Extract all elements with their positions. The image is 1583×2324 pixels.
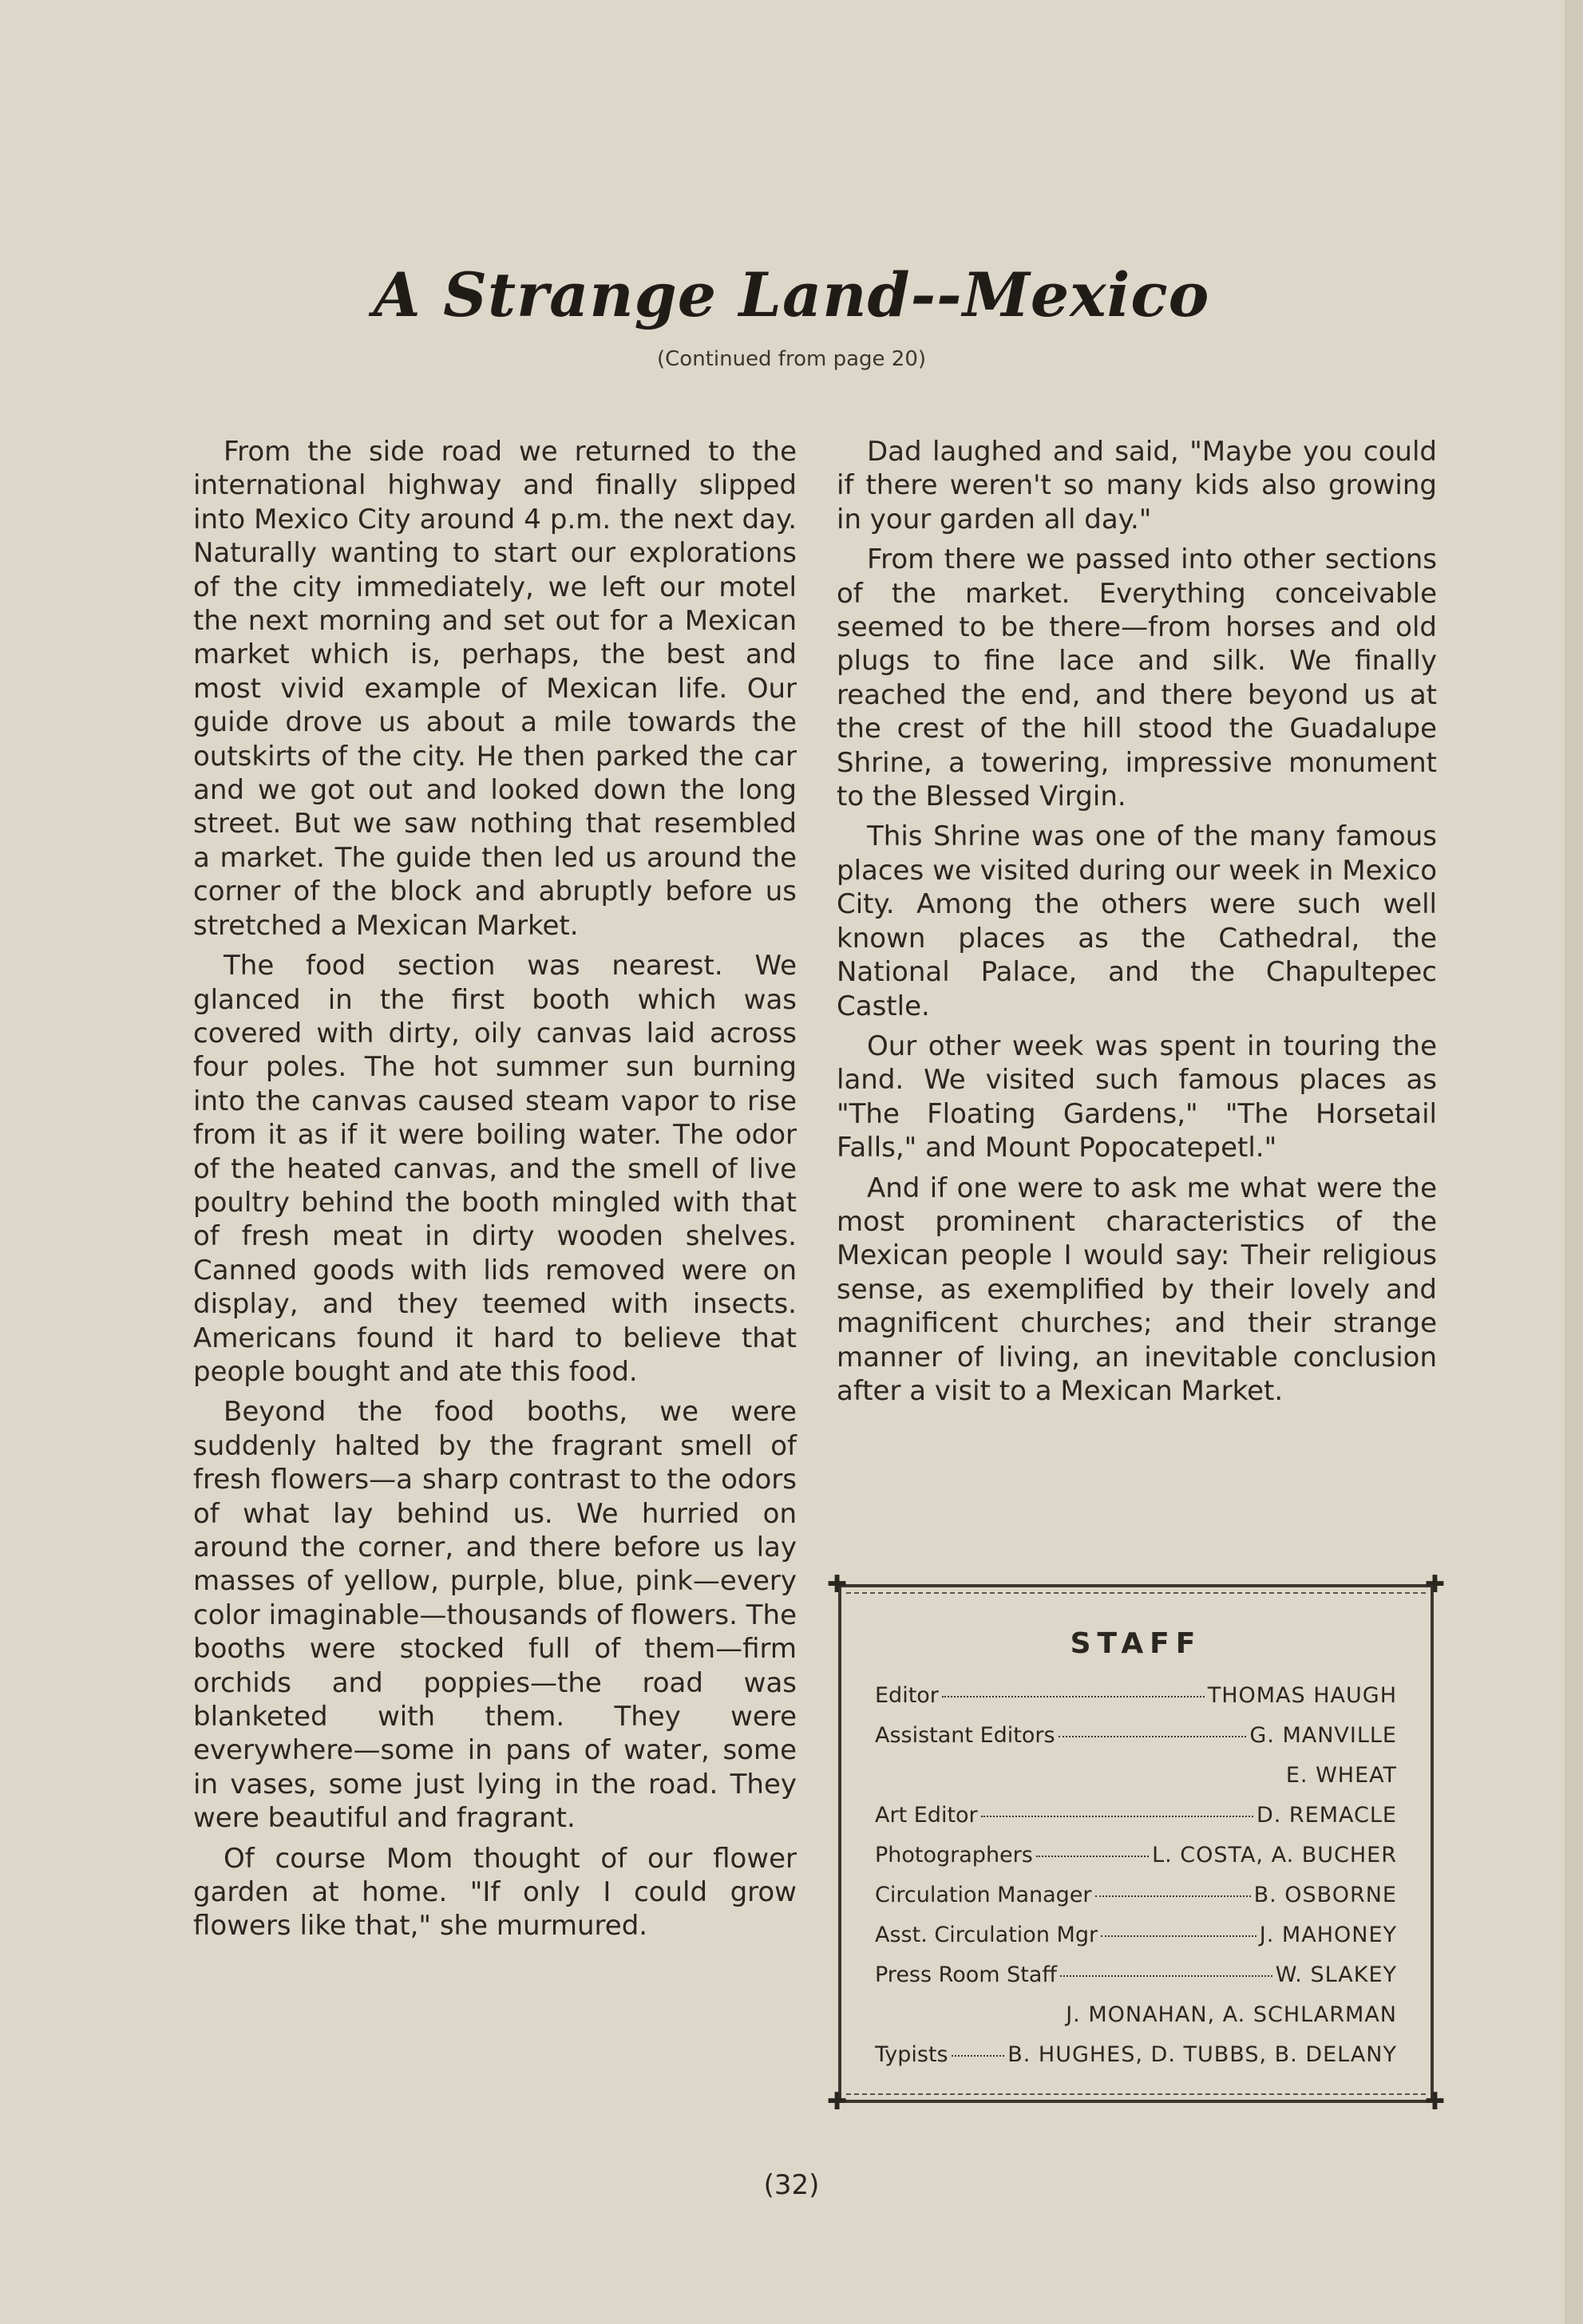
staff-row xyxy=(875,1962,1397,2002)
right-column xyxy=(837,435,1437,1414)
leader-dots xyxy=(952,2055,1005,2057)
corner-ornament-icon: ✚ xyxy=(1424,2088,1445,2116)
paragraph: Of course Mom thought of our flower garden at home. "If only I could grow flowers like that," she murmured. xyxy=(193,1842,797,1943)
staff-role: Photographers xyxy=(875,1843,1033,1868)
paragraph: Beyond the food booths, we were suddenly halted by the fragrant smell of fresh flowers—a sharp contrast to the odors of what lay behind us. We hurried on around the corner, and there before us lay masses of yellow, purple, blue, pink—every color imaginable—thousands of flowers. The booths were stocked full of them—firm orchids and poppies—the road was blanketed with them. They were everywhere—some in pans of water, some in vases, some just lying in the road. They were beautiful and fragrant. xyxy=(193,1396,797,1835)
staff-role: Typists xyxy=(875,2042,948,2067)
staff-name: B. OSBORNE xyxy=(1253,1883,1397,1907)
staff-row xyxy=(875,1883,1397,1923)
staff-name: B. HUGHES, D. TUBBS, B. DELANY xyxy=(1007,2042,1397,2067)
leader-dots xyxy=(981,1816,1253,1817)
leader-dots xyxy=(1060,1975,1272,1977)
staff-row xyxy=(875,1723,1397,1763)
leader-dots xyxy=(1095,1895,1251,1897)
corner-ornament-icon: ✚ xyxy=(827,1571,848,1599)
staff-row xyxy=(875,1683,1397,1723)
corner-ornament-icon: ✚ xyxy=(1424,1571,1445,1599)
article-title: A Strange Land--Mexico xyxy=(373,259,1210,330)
staff-name: G. MANVILLE xyxy=(1249,1723,1397,1748)
left-column xyxy=(193,435,797,1950)
paragraph: Dad laughed and said, "Maybe you could if there weren't so many kids also growing in your garden all day." xyxy=(837,436,1437,536)
paragraph: The food section was nearest. We glanced in the first booth which was covered with dirty, oily canvas laid across four poles. The hot summer sun burning into the canvas caused steam vapor to rise from it as if it were boiling water. The odor of the heated canvas, and the smell of live poultry behind the booth mingled with that of fresh meat in dirty wooden shelves. Canned goods with lids removed were on display, and they teemed with insects. Americans found it hard to believe that people bought and ate this food. xyxy=(193,950,797,1388)
leader-dots xyxy=(1101,1935,1257,1937)
staff-list xyxy=(875,1683,1397,2082)
staff-name: D. REMACLE xyxy=(1256,1803,1397,1828)
paragraph: And if one were to ask me what were the most prominent characteristics of the Mexican people I would say: Their religious sense, as exemplified by their lovely and magnificent churches; and their strange manner of living, an inevitable conclusion after a visit to a Mexican Market. xyxy=(837,1172,1437,1407)
article-subtitle: (Continued from page 20) xyxy=(656,347,927,371)
corner-ornament-icon: ✚ xyxy=(827,2088,848,2116)
staff-row xyxy=(875,1803,1397,1843)
staff-name: L. COSTA, A. BUCHER xyxy=(1152,1843,1397,1868)
staff-role: Editor xyxy=(875,1683,939,1708)
staff-row xyxy=(875,2042,1397,2082)
staff-box xyxy=(827,1571,1445,2116)
staff-name: THOMAS HAUGH xyxy=(1207,1683,1397,1708)
paragraph: From the side road we returned to the international highway and finally slipped into Mexico City around 4 p.m. the next day. Naturally wanting to start our explorations of the city immediately, we left our motel the next morning and set out for a Mexican market which is, perhaps, the best and most vivid example of Mexican life. Our guide drove us about a mile towards the outskirts of the city. He then parked the car and we got out and looked down the long street. But we saw nothing that resembled a market. The guide then led us around the corner of the block and abruptly before us stretched a Mexican Market. xyxy=(193,436,797,942)
paragraph: This Shrine was one of the many famous places we visited during our week in Mexico City. Among the others were such well known places as the Cathedral, the National Palace, and the Chapultepec Castle. xyxy=(837,820,1437,1022)
staff-name: J. MAHONEY xyxy=(1259,1923,1397,1947)
staff-row xyxy=(875,1843,1397,1883)
staff-role: Circulation Manager xyxy=(875,1883,1092,1907)
staff-row xyxy=(875,1923,1397,1962)
paragraph: Our other week was spent in touring the land. We visited such famous places as "The Floating Gardens," "The Horsetail Falls," and Mount Popocatepetl." xyxy=(837,1030,1437,1164)
staff-role: Press Room Staff xyxy=(875,1962,1057,1987)
paragraph: From there we passed into other sections of the market. Everything conceivable seemed to be there—from horses and old plugs to fine lace and silk. We finally reached the end, and there beyond us at the crest of the hill stood the Guadalupe Shrine, a towering, impressive monument to the Blessed Virgin. xyxy=(837,543,1437,813)
staff-heading: STAFF xyxy=(1070,1627,1202,1660)
staff-name-continued: E. WHEAT xyxy=(1285,1763,1397,1788)
staff-role: Art Editor xyxy=(875,1803,978,1828)
staff-role: Assistant Editors xyxy=(875,1723,1055,1748)
leader-dots xyxy=(942,1696,1205,1698)
staff-name: W. SLAKEY xyxy=(1275,1962,1397,1987)
staff-name-continued: J. MONAHAN, A. SCHLARMAN xyxy=(1066,2002,1397,2027)
leader-dots xyxy=(1036,1856,1149,1857)
staff-role: Asst. Circulation Mgr xyxy=(875,1923,1098,1947)
leader-dots xyxy=(1059,1736,1247,1737)
page-number: (32) xyxy=(763,2169,820,2201)
